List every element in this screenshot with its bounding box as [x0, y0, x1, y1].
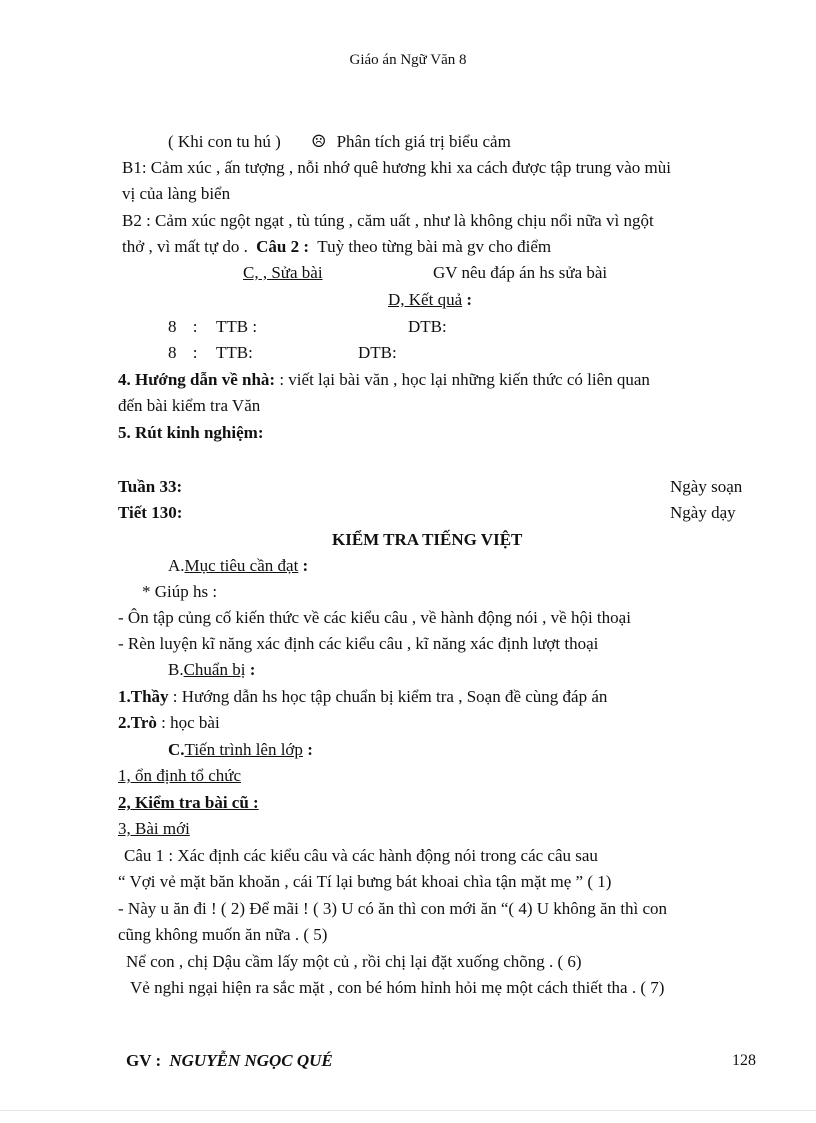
quote-2a: - Này u ăn đi ! ( 2) Để mãi ! ( 3) U có ăn thì con mới ăn “( 4) U không ăn thì con	[118, 899, 668, 918]
cau2-label: Câu 2 :	[256, 237, 310, 256]
page-number: 128	[732, 1052, 756, 1069]
week: Tuần 33:	[118, 477, 183, 496]
date-taught: Ngày dạy	[670, 503, 736, 522]
step-3: 3, Bài mới	[118, 819, 190, 838]
lessons-learned: 5. Rút kinh nghiệm:	[118, 423, 264, 442]
student-prep: 2.Trò : học bài	[118, 713, 220, 732]
sua-bai-note: GV nêu đáp án hs sửa bài	[433, 263, 608, 282]
sua-bai-heading: C, , Sửa bài	[243, 263, 323, 282]
dtb-2: DTB:	[358, 343, 397, 362]
quote-3: Nể con , chị Dậu cầm lấy một củ , rồi chị lại đặt xuống chõng . ( 6)	[126, 952, 582, 971]
section-b-heading: B.Chuẩn bị :	[168, 660, 256, 679]
page-header: Giáo án Ngữ Văn 8	[349, 52, 467, 68]
step-1: 1, ổn định tổ chức	[118, 766, 242, 785]
teacher-prep: 1.Thầy : Hướng dẫn hs học tập chuẩn bị kiểm tra , Soạn đề cùng đáp án	[118, 687, 608, 706]
homework-label: 4. Hướng dẫn về nhà:	[118, 370, 276, 389]
analysis-label: Phân tích giá trị biểu cảm	[336, 132, 511, 151]
frown-icon: ☹	[311, 132, 327, 151]
page-bottom-divider	[0, 1110, 816, 1111]
ttb-2: TTB:	[216, 343, 253, 362]
goal-2: - Rèn luyện kĩ năng xác định các kiểu câu , kĩ năng xác định lượt thoại	[118, 634, 599, 653]
section-a-heading: A.Mục tiêu cần đạt :	[168, 556, 309, 575]
goal-1: - Ôn tập củng cố kiến thức về các kiểu câu , về hành động nói , về hội thoại	[118, 608, 631, 627]
goal-intro: * Giúp hs :	[142, 582, 218, 601]
line-khi-con-tu-hu	[168, 131, 511, 153]
b2-line1: B2 : Cảm xúc ngột ngạt , tù túng , căm uất , như là không chịu nổi nữa vì ngột	[122, 211, 654, 230]
homework-line1: 4. Hướng dẫn về nhà: : viết lại bài văn , học lại những kiến thức có liên quan	[118, 370, 650, 389]
poem-ref: ( Khi con tu hú )	[168, 132, 281, 151]
section-c-heading: C.Tiến trình lên lớp :	[168, 740, 313, 759]
footer-teacher: GV : NGUYỄN NGỌC QUÉ	[126, 1051, 333, 1070]
period: Tiết 130:	[118, 503, 183, 522]
dtb-1: DTB:	[408, 317, 447, 336]
result-row-2: 8 :	[168, 343, 198, 362]
quote-2b: cũng không muốn ăn nữa . ( 5)	[118, 925, 328, 944]
date-prepared: Ngày soạn	[670, 477, 743, 496]
lesson-title: KIỂM TRA TIẾNG VIỆT	[332, 530, 523, 549]
question-1: Câu 1 : Xác định các kiểu câu và các hành động nói trong các câu sau	[124, 846, 598, 865]
quote-1: “ Vợi vẻ mặt băn khoăn , cái Tí lại bưng bát khoai chìa tận mặt mẹ ” ( 1)	[118, 872, 612, 891]
result-row-1: 8 :	[168, 317, 198, 336]
b2-line2: thở , vì mất tự do . Câu 2 : Tuỳ theo từng bài mà gv cho điểm	[122, 237, 552, 256]
quote-4: Vẻ nghi ngại hiện ra sắc mặt , con bé hóm hỉnh hỏi mẹ một cách thiết tha . ( 7)	[130, 978, 665, 997]
b1-line2: vị của làng biển	[122, 184, 231, 203]
ttb-1: TTB :	[216, 317, 258, 336]
teacher-name: NGUYỄN NGỌC QUÉ	[169, 1051, 333, 1070]
ket-qua-heading: D, Kết quả :	[388, 290, 473, 309]
b1-line1: B1: Cảm xúc , ấn tượng , nỗi nhớ quê hương khi xa cách được tập trung vào mùi	[122, 158, 671, 177]
step-2: 2, Kiểm tra bài cũ :	[118, 793, 259, 812]
homework-line2: đến bài kiểm tra Văn	[118, 396, 261, 415]
